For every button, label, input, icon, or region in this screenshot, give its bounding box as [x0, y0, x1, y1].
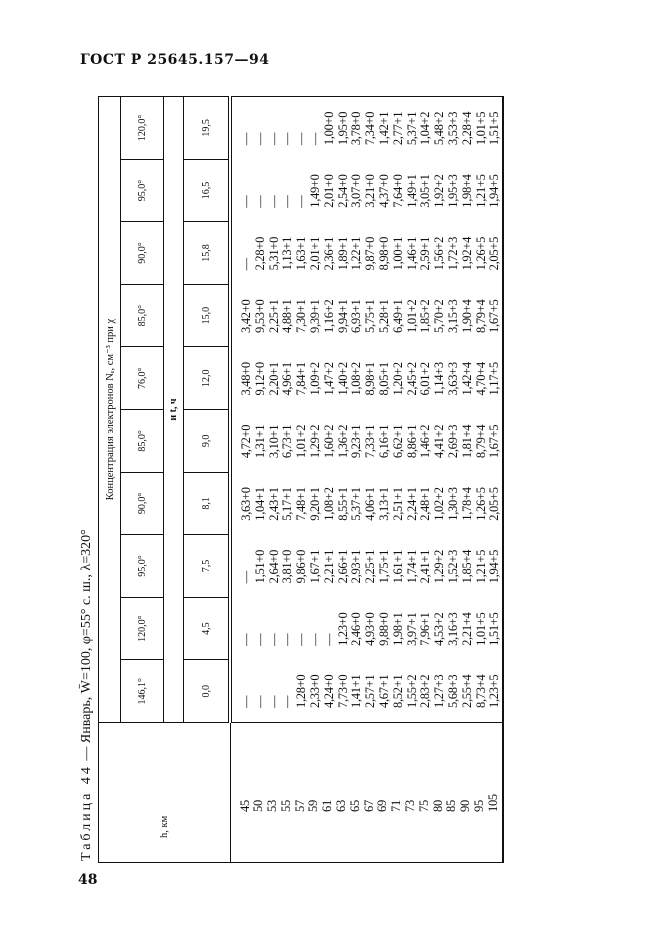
table-cell: 8,55+1 [335, 487, 350, 521]
chi-value: 76,0° [121, 347, 164, 410]
table-cell: 1,95+3 [445, 174, 460, 208]
table-cell: 1,28+0 [294, 674, 309, 708]
document-header: ГОСТ Р 25645.157—94 [80, 52, 270, 68]
table-cell: 4,70+4 [473, 362, 488, 396]
table-cell: — [239, 195, 253, 208]
chi-value: 95,0° [121, 535, 164, 598]
h-value: 61 [320, 800, 335, 812]
table-cell: 3,05+1 [418, 174, 433, 208]
table-cell: 2,83+2 [418, 674, 433, 708]
table-cell: 7,48+1 [294, 487, 309, 521]
table-cell: — [252, 695, 267, 708]
table-cell: 1,01+5 [473, 612, 488, 646]
t-value: 15,8 [184, 222, 231, 285]
table-cell: 9,23+1 [349, 424, 364, 459]
h-value: 45 [237, 800, 252, 812]
table-cell: 6,93+1 [349, 299, 364, 333]
table-cell: — [239, 695, 253, 708]
table-cell: 8,73+4 [473, 674, 488, 708]
table-cell: 1,09+2 [307, 362, 322, 396]
table-cell: 1,27+3 [432, 674, 447, 708]
h-value: 85 [444, 800, 459, 812]
table-cell: 1,56+2 [432, 236, 447, 271]
h-value: 95 [472, 800, 487, 812]
table-caption: — Январь, W̄=100, φ=55° с. ш., λ=320° [79, 529, 94, 765]
h-value: 59 [306, 800, 321, 812]
table-cell: 9,53+0 [252, 299, 267, 333]
table-cell: 1,60+2 [321, 424, 336, 459]
table-cell: 1,29+2 [307, 424, 322, 459]
table-cell: 2,41+1 [418, 549, 433, 584]
data-row [230, 97, 503, 863]
table-cell: 3,15+3 [445, 299, 460, 333]
table-cell: 8,52+1 [390, 674, 405, 708]
table-cell: 7,34+0 [363, 111, 378, 146]
table-cell: — [252, 195, 267, 208]
table-cell: 1,67+5 [487, 299, 502, 333]
table-cell: 2,43+1 [266, 487, 281, 521]
h-value: 65 [347, 800, 362, 812]
table-cell: — [252, 132, 267, 146]
table-cell: — [307, 633, 322, 646]
chi-value: 120,0° [121, 597, 164, 660]
h-value: 73 [403, 800, 418, 812]
value-column [230, 472, 503, 535]
table-label: Таблица 44 [79, 764, 94, 861]
table-cell: 4,24+0 [321, 674, 336, 708]
table-cell: 9,20+1 [307, 487, 322, 521]
table-cell: 1,00+0 [321, 111, 336, 146]
table-cell: 9,94+1 [335, 299, 350, 333]
table-cell: — [280, 695, 295, 708]
chi-value: 90,0° [121, 222, 164, 285]
value-column [230, 159, 503, 222]
table-cell: 7,84+1 [294, 362, 309, 396]
table-cell: 1,21+5 [473, 549, 488, 584]
table-cell: 6,01+2 [418, 362, 433, 396]
table-cell: 2,64+0 [266, 549, 281, 584]
table-cell: 1,51+5 [487, 612, 502, 646]
table-cell: 2,54+0 [335, 174, 350, 208]
table-cell: 8,79+4 [473, 424, 488, 459]
table-cell: 2,77+1 [390, 111, 405, 146]
table-cell: 3,63+0 [239, 487, 253, 521]
h-value: 67 [361, 800, 376, 812]
table-cell: 1,17+5 [487, 362, 502, 396]
table-cell: — [239, 571, 253, 584]
h-value: 69 [375, 800, 390, 812]
table-cell: 3,21+0 [363, 174, 378, 208]
table-cell: 2,57+1 [363, 674, 378, 708]
table-cell: 2,01+0 [321, 174, 336, 208]
table-cell: 1,08+2 [349, 362, 364, 396]
table-cell: 7,64+0 [390, 174, 405, 208]
table-cell: 3,13+1 [376, 487, 391, 521]
table-cell: 9,86+0 [294, 549, 309, 584]
table-cell: 3,97+1 [404, 612, 419, 646]
table-cell: 1,85+4 [459, 549, 474, 584]
table-cell: — [266, 195, 281, 208]
table-cell: 1,63+1 [294, 236, 309, 271]
value-column [230, 347, 503, 410]
value-column [230, 410, 503, 473]
table-cell: 2,46+0 [349, 612, 364, 646]
table-cell: 4,37+0 [376, 174, 391, 208]
table-cell: 2,01+1 [307, 236, 322, 271]
table-cell: 2,93+1 [349, 549, 364, 584]
rotated-table-block [76, 97, 508, 863]
table-cell: 1,16+2 [321, 299, 336, 333]
table-cell: 2,28+4 [459, 111, 474, 146]
table-cell: 2,21+4 [459, 612, 474, 646]
table-cell: 2,59+1 [418, 236, 433, 271]
table-cell: — [307, 132, 322, 146]
table-cell: 6,16+1 [376, 424, 391, 459]
table-cell: — [280, 633, 295, 646]
table-cell: 4,88+1 [280, 299, 295, 333]
table-cell: 1,95+0 [335, 111, 350, 146]
table-cell: 9,87+0 [363, 236, 378, 271]
table-cell: 5,37+1 [349, 487, 364, 521]
table-cell: 1,22+1 [349, 236, 364, 271]
table-cell: 1,21+5 [473, 174, 488, 208]
table-cell: 1,94+5 [487, 549, 502, 584]
table-cell: 6,62+1 [390, 424, 405, 459]
table-cell: 1,26+5 [473, 236, 488, 271]
h-value: 63 [334, 800, 349, 812]
table-cell: 5,70+2 [432, 299, 447, 333]
table-cell: 8,98+1 [363, 362, 378, 396]
chi-value: 85,0° [121, 284, 164, 347]
table-cell: 1,67+5 [487, 424, 502, 459]
table-cell: 2,51+1 [390, 487, 405, 521]
table-cell: 3,07+0 [349, 174, 364, 208]
table-cell: 2,24+1 [404, 487, 419, 521]
table-cell: 4,53+2 [432, 612, 447, 646]
table-cell: 7,73+0 [335, 674, 350, 708]
table-cell: 2,28+0 [252, 236, 267, 271]
table-cell: 3,16+3 [445, 612, 460, 646]
table-cell: — [294, 132, 309, 146]
table-cell: 6,49+1 [390, 299, 405, 333]
table-cell: 5,28+1 [376, 299, 391, 333]
h-value: 55 [278, 800, 293, 812]
table-cell: 4,06+1 [363, 487, 378, 521]
table-cell: 1,98+4 [459, 174, 474, 208]
chi-value: 95,0° [121, 159, 164, 222]
table-cell: 5,48+2 [432, 111, 447, 146]
value-column [230, 597, 503, 660]
table-cell: 1,04+2 [418, 111, 433, 146]
table-cell: 5,31+0 [266, 236, 281, 271]
h-value: 57 [292, 800, 307, 812]
table-cell: 2,21+1 [321, 549, 336, 584]
table-cell: 3,63+3 [445, 362, 460, 396]
table-cell: — [266, 132, 281, 146]
table-cell: 1,85+2 [418, 299, 433, 333]
table-cell: 1,78+4 [459, 487, 474, 521]
table-cell: 1,52+3 [445, 549, 460, 584]
table-cell: 3,53+3 [445, 111, 460, 146]
table-cell: 1,23+0 [335, 612, 350, 646]
table-cell: 1,30+3 [445, 487, 460, 521]
table-cell: 7,96+1 [418, 612, 433, 646]
table-cell: — [239, 633, 253, 646]
table-cell: 7,33+1 [363, 424, 378, 459]
value-column [230, 284, 503, 347]
t-value: 7,5 [184, 535, 231, 598]
table-cell: — [266, 695, 281, 708]
table-cell: 1,02+2 [432, 487, 447, 521]
h-value: 71 [389, 800, 404, 812]
h-value: 75 [416, 800, 431, 812]
table-title [76, 97, 98, 863]
table-cell: 5,17+1 [280, 487, 295, 521]
table-cell: 8,05+1 [376, 362, 391, 396]
table-cell: 1,94+5 [487, 174, 502, 208]
table-cell: 2,25+1 [363, 549, 378, 584]
table-cell: 1,92+4 [459, 236, 474, 271]
table-cell: 5,68+3 [445, 674, 460, 708]
table-cell: 1,42+4 [459, 362, 474, 396]
table-cell: 8,86+1 [404, 424, 419, 459]
table-cell: 5,37+1 [404, 111, 419, 146]
table-cell: 1,55+2 [404, 674, 419, 708]
table-cell: 3,10+1 [266, 424, 281, 459]
table-cell: 3,42+0 [239, 299, 253, 333]
table-cell: — [280, 195, 295, 208]
table-cell: 1,61+1 [390, 549, 405, 584]
table-cell: 1,08+2 [321, 487, 336, 521]
t-value: 12,0 [184, 347, 231, 410]
value-column [230, 97, 503, 160]
table-cell: 1,20+2 [390, 362, 405, 396]
table-cell: 1,51+0 [252, 549, 267, 584]
table-cell: 2,55+4 [459, 674, 474, 708]
table-cell: 2,69+3 [445, 424, 460, 459]
h-value: 105 [485, 794, 500, 812]
table-cell: — [294, 195, 309, 208]
table-cell: 1,90+4 [459, 299, 474, 333]
table-cell: 8,98+0 [376, 236, 391, 271]
table-cell: 1,01+2 [294, 424, 309, 459]
table-cell: 1,75+1 [376, 549, 391, 584]
value-column [230, 222, 503, 285]
table-cell: 1,89+1 [335, 236, 350, 271]
table-cell: 1,81+4 [459, 424, 474, 459]
table-cell: 2,48+1 [418, 487, 433, 521]
table-cell: 6,73+1 [280, 424, 295, 459]
table-cell: 9,88+0 [376, 612, 391, 646]
table-cell: 1,92+2 [432, 174, 447, 208]
t-value: 4,5 [184, 597, 231, 660]
table-cell: 8,79+4 [473, 299, 488, 333]
table-cell: 1,49+1 [404, 174, 419, 208]
table-cell: 1,72+3 [445, 236, 460, 271]
table-cell: 1,46+2 [418, 424, 433, 459]
table-cell: 1,36+2 [335, 424, 350, 459]
table-cell: — [239, 132, 253, 146]
table-cell: 2,33+0 [307, 674, 322, 708]
h-value: 53 [265, 800, 280, 812]
table-cell: 2,20+1 [266, 362, 281, 396]
table-cell: 1,13+1 [280, 236, 295, 271]
table-cell: 1,14+3 [432, 362, 447, 396]
h-column-header: h, км [99, 723, 231, 863]
table-cell: — [321, 633, 336, 646]
table-cell: 1,00+1 [390, 236, 405, 271]
table-cell: 1,49+0 [307, 174, 322, 208]
chi-value: 85,0° [121, 410, 164, 473]
t-value: 19,5 [184, 97, 231, 160]
table-cell: 1,29+2 [432, 549, 447, 584]
table-cell: 7,30+1 [294, 299, 309, 333]
table-cell: — [252, 633, 267, 646]
table-cell: 1,42+1 [376, 111, 391, 146]
table-cell: 1,40+2 [335, 362, 350, 396]
table-cell: — [266, 633, 281, 646]
t-value: 16,5 [184, 159, 231, 222]
table-cell: 1,31+1 [252, 424, 267, 459]
table-cell: 1,74+1 [404, 549, 419, 584]
table-cell: 4,96+1 [280, 362, 295, 396]
t-value: 15,0 [184, 284, 231, 347]
table-cell: — [280, 132, 295, 146]
group-header: Концентрация электронов Nₑ, см⁻³ при χ [99, 97, 121, 723]
table-cell: 3,81+0 [280, 549, 295, 584]
table-cell: 1,26+5 [473, 487, 488, 521]
chi-value: 146,1° [121, 660, 164, 723]
table-cell: 1,04+1 [252, 487, 267, 521]
chi-value: 90,0° [121, 472, 164, 535]
table-cell: 1,51+5 [487, 111, 502, 146]
table-cell: 4,93+0 [363, 612, 378, 646]
electron-concentration-table [98, 96, 504, 863]
table-cell: 1,46+1 [404, 236, 419, 271]
table-cell: 2,66+1 [335, 549, 350, 584]
table-cell: 1,01+5 [473, 111, 488, 146]
h-value: 80 [430, 800, 445, 812]
h-value: 90 [458, 800, 473, 812]
table-cell: 1,41+1 [349, 674, 364, 708]
table-cell: 2,45+2 [404, 362, 419, 396]
h-value: 50 [251, 800, 266, 812]
table-cell: 1,23+5 [487, 674, 502, 708]
table-cell: 2,36+1 [321, 236, 336, 271]
t-value: 0,0 [184, 660, 231, 723]
table-cell: 2,25+1 [266, 299, 281, 333]
table-cell: 2,05+5 [487, 487, 502, 521]
value-column [230, 660, 503, 723]
t-value: 9,0 [184, 410, 231, 473]
value-column [230, 535, 503, 598]
page-number: 48 [78, 872, 98, 888]
table-cell: 2,05+5 [487, 236, 502, 271]
table-cell: 3,48+0 [239, 362, 253, 396]
table-cell: 1,01+2 [404, 299, 419, 333]
table-cell: 9,12+0 [252, 362, 267, 396]
table-cell: 3,78+0 [349, 111, 364, 146]
table-cell: — [239, 258, 253, 271]
table-cell: 9,39+1 [307, 299, 322, 333]
table-cell: 4,41+2 [432, 424, 447, 459]
table-cell: 1,67+1 [307, 549, 322, 584]
t-value: 8,1 [184, 472, 231, 535]
table-cell: 5,75+1 [363, 299, 378, 333]
h-values-column [230, 723, 503, 863]
table-cell: 1,47+2 [321, 362, 336, 396]
table-cell: 4,67+1 [376, 674, 391, 708]
table-cell: — [294, 633, 309, 646]
table-cell: 1,98+1 [390, 612, 405, 646]
table-cell: 4,72+0 [239, 424, 253, 459]
chi-value: 120,0° [121, 97, 164, 160]
t-header: и t, ч [164, 97, 184, 723]
